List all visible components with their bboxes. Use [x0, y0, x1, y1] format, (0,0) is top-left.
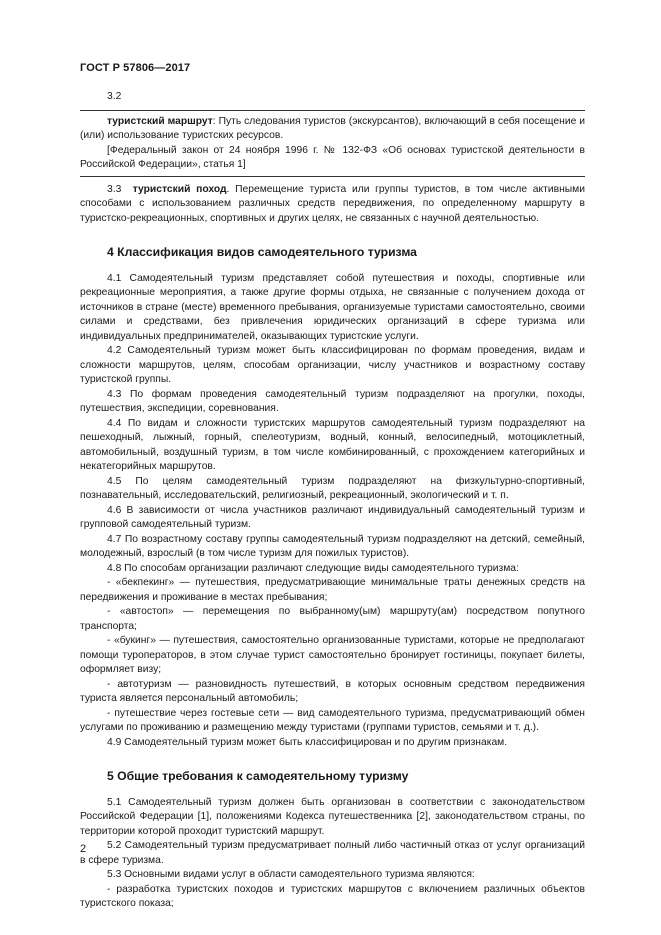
- term-3-3-term: туристский поход: [132, 183, 227, 195]
- paragraph: 4.3 По формам проведения самодеятельный туризм подразделяют на прогулки, походы, путешествия, экспедиции, соревнования.: [80, 388, 585, 414]
- paragraph: 5.1 Самодеятельный туризм должен быть организован в соответствии с законодательством Российской Федерации [1], положениями Кодекса путешественника [2], законодательством страны, по территории которой проходит туристский маршрут.: [80, 796, 585, 837]
- page-number: 2: [80, 843, 87, 855]
- paragraph: 4.8 По способам организации различают следующие виды самодеятельного туризма:: [107, 562, 519, 574]
- section-5-heading: 5 Общие требования к самодеятельному туризму: [107, 769, 409, 783]
- paragraph: 4.4 По видам и сложности туристских маршрутов самодеятельный туризм подразделяют на пешеходный, лыжный, горный, спелеотуризм, водный, конный, велосипедный, мотоциклетный, автомобильный, воздушный туризм, в том числе комбинированный, с прохождением категорийных и некатегорийных маршрутов.: [80, 417, 585, 472]
- term-3-3-text: . Перемещение туриста или группы туристов, в том числе активными способами с использованием различных средств передвижения, по определенному маршруту в туристско-рекреационных, спортивных и других целях, не связанных с научной деятельностью.: [80, 183, 585, 224]
- term-3-2-term: туристский маршрут: [107, 115, 213, 127]
- list-item: - путешествие через гостевые сети — вид самодеятельного туризма, предусматривающий обмен услугами по проживанию и размещению между туристами (группами туристов, семьями и т. д.).: [80, 707, 585, 733]
- paragraph: 5.2 Самодеятельный туризм предусматривает полный либо частичный отказ от услуг организаций в сфере туризма.: [80, 840, 585, 866]
- paragraph: 5.3 Основными видами услуг в области самодеятельного туризма являются:: [107, 869, 475, 880]
- paragraph: 4.5 По целям самодеятельный туризм подразделяют на физкультурно-спортивный, познавательный, исследовательский, религиозный, рекреационный, экологический и т. п.: [80, 475, 585, 501]
- list-item: - разработка туристских походов и туристских маршрутов с включением различных объектов туристского показа;: [80, 883, 585, 909]
- term-3-2-source: [Федеральный закон от 24 ноября 1996 г. № 132-ФЗ «Об основах туристской деятельности в Российской Федерации», статья 1]: [80, 144, 585, 170]
- list-item: - «букинг» — путешествия, самостоятельно организованные туристами, которые не предполагают помощи туроператоров, в этом случае турист самостоятельно бронирует гостиницы, покупает билеты, оформляет визу;: [80, 635, 585, 675]
- term-3-3: [80, 183, 585, 227]
- document-body: [80, 90, 585, 912]
- paragraph: 4.7 По возрастному составу группы самодеятельный туризм подразделяют на детский, семейный, молодежный, взрослый (в том числе туризм для пожилых туристов).: [80, 533, 585, 559]
- term-3-2-number: 3.2: [107, 91, 122, 102]
- paragraph: 4.1 Самодеятельный туризм представляет собой путешествия и походы, спортивные или рекреационные мероприятия, а также другие формы отдыха, не связанные с получением дохода от источников в стране (месте) временного пребывания, организуемые туристами самостоятельно, своими силами и средствами, без привлечения юридических организаций в сфере туризма или индивидуальных предпринимателей, оказывающих туристские услуги.: [80, 272, 585, 342]
- paragraph: 4.6 В зависимости от числа участников различают индивидуальный самодеятельный туризм и групповой самодеятельный туризм.: [80, 504, 585, 530]
- paragraph: 4.2 Самодеятельный туризм может быть классифицирован по формам проведения, видам и сложности маршрутов, целям, способам организации, числу участников и возрастному составу туристской группы.: [80, 345, 585, 385]
- paragraph: 4.9 Самодеятельный туризм может быть классифицирован и по другим признакам.: [107, 736, 508, 748]
- term-3-3-number: 3.3: [107, 183, 122, 195]
- list-item: - «бекпекинг» — путешествия, предусматривающие минимальные траты денежных средств на передвижения и проживание в местах пребывания;: [80, 577, 585, 603]
- document-header: ГОСТ Р 57806—2017: [80, 62, 191, 74]
- list-item: - автотуризм — разновидность путешествий, в которых основным средством передвижения туриста является персональный автомобиль;: [80, 678, 585, 704]
- list-item: - «автостоп» — перемещения по выбранному(ым) маршруту(ам) посредством попутного транспорта;: [80, 606, 585, 632]
- section-4-heading: 4 Классификация видов самодеятельного туризма: [107, 245, 417, 259]
- term-3-2-text: : Путь следования туристов (экскурсантов), включающий в себя посещение и (или) использование туристских ресурсов.: [80, 115, 585, 141]
- term-3-2-box: [80, 110, 585, 177]
- term-3-2-definition: [80, 115, 585, 144]
